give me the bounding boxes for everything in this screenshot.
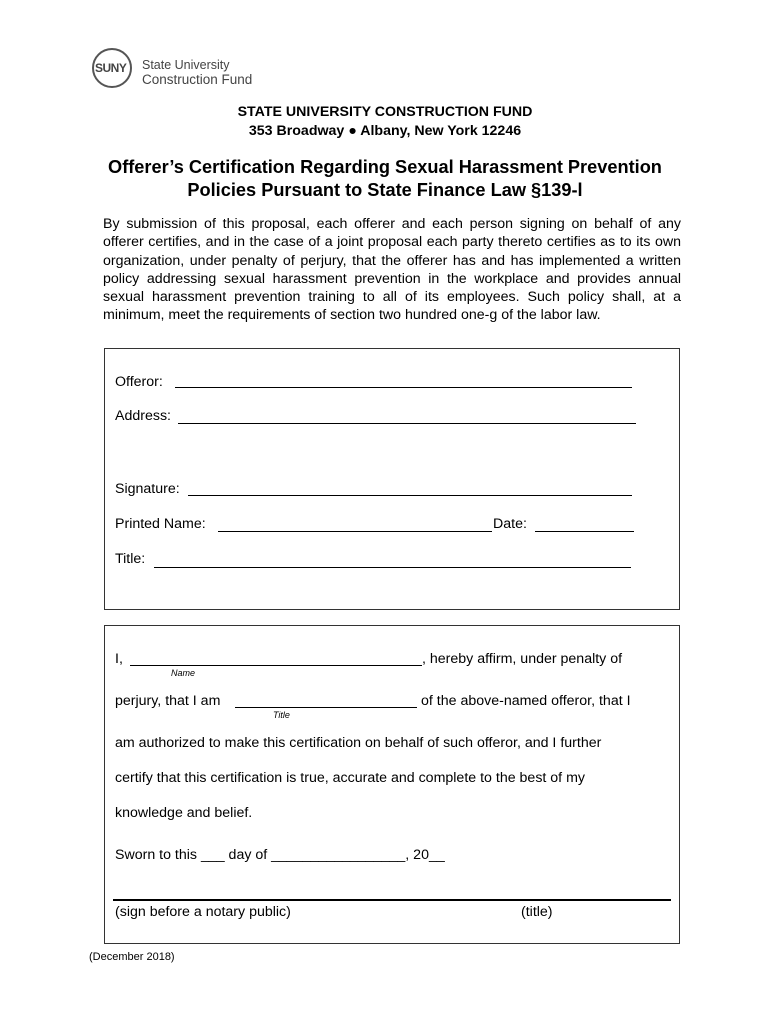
affirm-i-label: I, <box>115 651 123 667</box>
title-field[interactable] <box>154 567 631 568</box>
org-name: STATE UNIVERSITY CONSTRUCTION FUND <box>237 104 533 120</box>
date-field[interactable] <box>535 531 634 532</box>
affirm-offeror-text: of the above-named offeror, that I <box>421 693 631 709</box>
date-label: Date: <box>493 516 527 532</box>
document-title-line-1: Offerer’s Certification Regarding Sexual Harassment Prevention <box>108 157 662 177</box>
title-label: Title: <box>115 551 146 567</box>
intro-paragraph: By submission of this proposal, each offerer and each person signing on behalf of any offerer certifies, and in the case of a joint proposal each party thereto certifies as to its own organization, under penalty of perjury, that the offerer has and has implemented a written policy addressing sexual harassment prevention in the workplace and provides annual sexual harassment prevention training to all of its employees. Such policy shall, at a minimum, meet the requirements of section two hundred one-g of the labor law. <box>103 216 681 324</box>
affirm-line-5: knowledge and belief. <box>115 805 253 821</box>
title-paren-label: (title) <box>521 904 553 920</box>
affirm-hereby-text: , hereby affirm, under penalty of <box>422 651 623 667</box>
signature-field[interactable] <box>188 495 632 496</box>
suny-logo-mark: SUNY <box>95 61 127 75</box>
affirm-name-field[interactable] <box>130 665 422 666</box>
revision-date: (December 2018) <box>89 951 175 963</box>
offeror-field[interactable] <box>175 387 632 388</box>
suny-logo <box>92 48 262 100</box>
title-caption: Title <box>273 710 290 720</box>
notary-label: (sign before a notary public) <box>115 904 291 920</box>
sworn-text: Sworn to this ___ day of _________________, 20__ <box>115 847 445 863</box>
affirm-line-3: am authorized to make this certification on behalf of such offeror, and I further <box>115 735 602 751</box>
name-caption: Name <box>171 668 196 678</box>
address-field[interactable] <box>178 423 636 424</box>
printed-name-field[interactable] <box>218 531 492 532</box>
org-address: 353 Broadway ● Albany, New York 12246 <box>248 123 522 139</box>
notary-signature-line[interactable] <box>113 899 671 901</box>
signature-label: Signature: <box>115 481 180 497</box>
affirm-line-4: certify that this certification is true, accurate and complete to the best of my <box>115 770 585 786</box>
offeror-label: Offeror: <box>115 374 163 390</box>
logo-line-2: Construction Fund <box>142 72 253 87</box>
printed-name-label: Printed Name: <box>115 516 206 532</box>
address-label: Address: <box>115 408 171 424</box>
affirm-perjury-text: perjury, that I am <box>115 693 221 709</box>
logo-line-1: State University <box>142 58 230 72</box>
affirm-title-field[interactable] <box>235 707 417 708</box>
document-title-line-2: Policies Pursuant to State Finance Law §139-l <box>187 180 583 200</box>
